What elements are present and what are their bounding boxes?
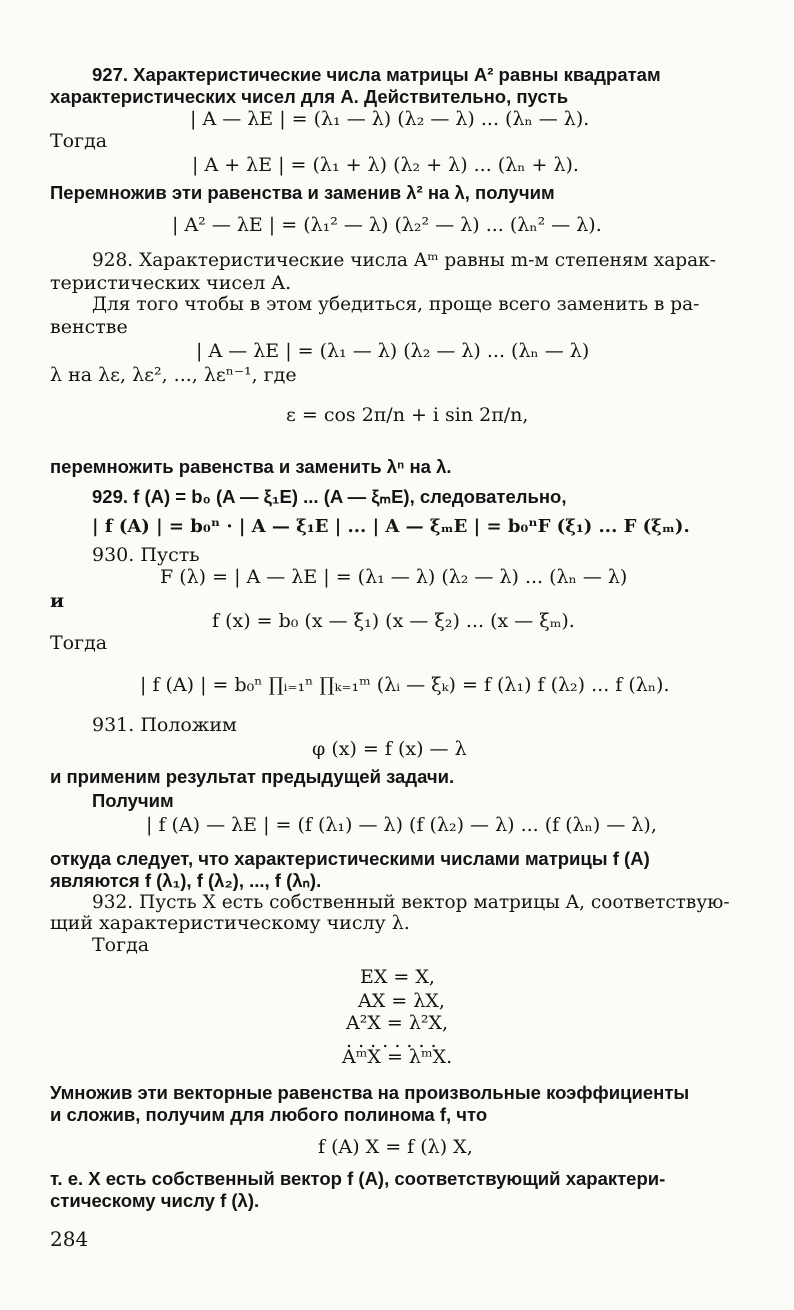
text-line: Тогда bbox=[50, 130, 108, 152]
formula-line: AX = λX, bbox=[358, 990, 445, 1012]
text-line: Получим bbox=[92, 790, 174, 811]
formula-line: | A — λE | = (λ₁ — λ) (λ₂ — λ) ... (λₙ — λ). bbox=[190, 108, 590, 130]
text-line: Для того чтобы в этом убедиться, проще всего заменить в ра- bbox=[92, 294, 700, 315]
text-line: и bbox=[50, 590, 65, 612]
text-line: венстве bbox=[50, 316, 128, 338]
text-line: 928. Характеристические числа Aᵐ равны m-м степеням харак- bbox=[92, 250, 716, 271]
text-line: Умножив эти векторные равенства на произвольные коэффициенты bbox=[50, 1082, 690, 1103]
text-line: 930. Пусть bbox=[92, 544, 200, 566]
formula-line: ε = cos 2π/n + i sin 2π/n, bbox=[286, 404, 529, 426]
text-line: перемножить равенства и заменить λⁿ на λ. bbox=[50, 456, 452, 477]
text-line: щий характеристическому числу λ. bbox=[50, 912, 410, 934]
text-line: характеристических чисел для A. Действительно, пусть bbox=[50, 86, 569, 107]
formula-line: f (x) = b₀ (x — ξ₁) (x — ξ₂) ... (x — ξₘ). bbox=[212, 610, 575, 632]
formula-line: | f (A) | = b₀ⁿ ∏ᵢ₌₁ⁿ ∏ₖ₌₁ᵐ (λᵢ — ξₖ) = f (λ₁) f (λ₂) ... f (λₙ). bbox=[140, 674, 670, 696]
text-line: откуда следует, что характеристическими числами матрицы f (A) bbox=[50, 848, 650, 869]
formula-line: | A + λE | = (λ₁ + λ) (λ₂ + λ) ... (λₙ + λ). bbox=[192, 154, 579, 176]
formula-line: F (λ) = | A — λE | = (λ₁ — λ) (λ₂ — λ) ... (λₙ — λ) bbox=[160, 566, 628, 588]
text-line: 929. f (A) = b₀ (A — ξ₁E) ... (A — ξₘE), следовательно, bbox=[92, 486, 567, 507]
formula-line: φ (x) = f (x) — λ bbox=[312, 738, 467, 760]
formula-line: | f (A) — λE | = (f (λ₁) — λ) (f (λ₂) — λ) ... (f (λₙ) — λ), bbox=[146, 814, 657, 836]
text-line: 931. Положим bbox=[92, 714, 237, 736]
text-line: т. е. X есть собственный вектор f (A), соответствующий характери- bbox=[50, 1168, 666, 1189]
text-line: 932. Пусть X есть собственный вектор матрицы A, соответствую- bbox=[92, 892, 730, 913]
formula-line: | A² — λE | = (λ₁² — λ) (λ₂² — λ) ... (λₙ² — λ). bbox=[172, 214, 602, 236]
page-number: 284 bbox=[50, 1227, 89, 1251]
text-line: теристических чисел A. bbox=[50, 272, 292, 294]
text-line: и сложив, получим для любого полинома f, что bbox=[50, 1104, 488, 1125]
formula-line: EX = X, bbox=[360, 966, 435, 988]
formula-line: . . . . . . . . bbox=[346, 1030, 437, 1052]
formula-line: | f (A) | = b₀ⁿ · | A — ξ₁E | ... | A — ξₘE | = b₀ⁿF (ξ₁) ... F (ξₘ). bbox=[92, 516, 690, 537]
text-line: являются f (λ₁), f (λ₂), ..., f (λₙ). bbox=[50, 870, 322, 891]
formula-line: A²X = λ²X, bbox=[346, 1012, 449, 1034]
text-line: 927. Характеристические числа матрицы A² равны квадратам bbox=[92, 64, 661, 85]
text-line: и применим результат предыдущей задачи. bbox=[50, 766, 455, 787]
formula-line: AᵐX = λᵐX. bbox=[342, 1046, 453, 1068]
text-line: λ на λε, λε², ..., λεⁿ⁻¹, где bbox=[50, 364, 297, 386]
text-line: Перемножив эти равенства и заменив λ² на λ, получим bbox=[50, 182, 555, 203]
formula-line: | A — λE | = (λ₁ — λ) (λ₂ — λ) ... (λₙ — λ) bbox=[196, 340, 590, 362]
formula-line: f (A) X = f (λ) X, bbox=[318, 1136, 473, 1158]
text-line: стическому числу f (λ). bbox=[50, 1190, 260, 1211]
text-line: Тогда bbox=[50, 632, 108, 654]
text-line: Тогда bbox=[92, 934, 150, 956]
